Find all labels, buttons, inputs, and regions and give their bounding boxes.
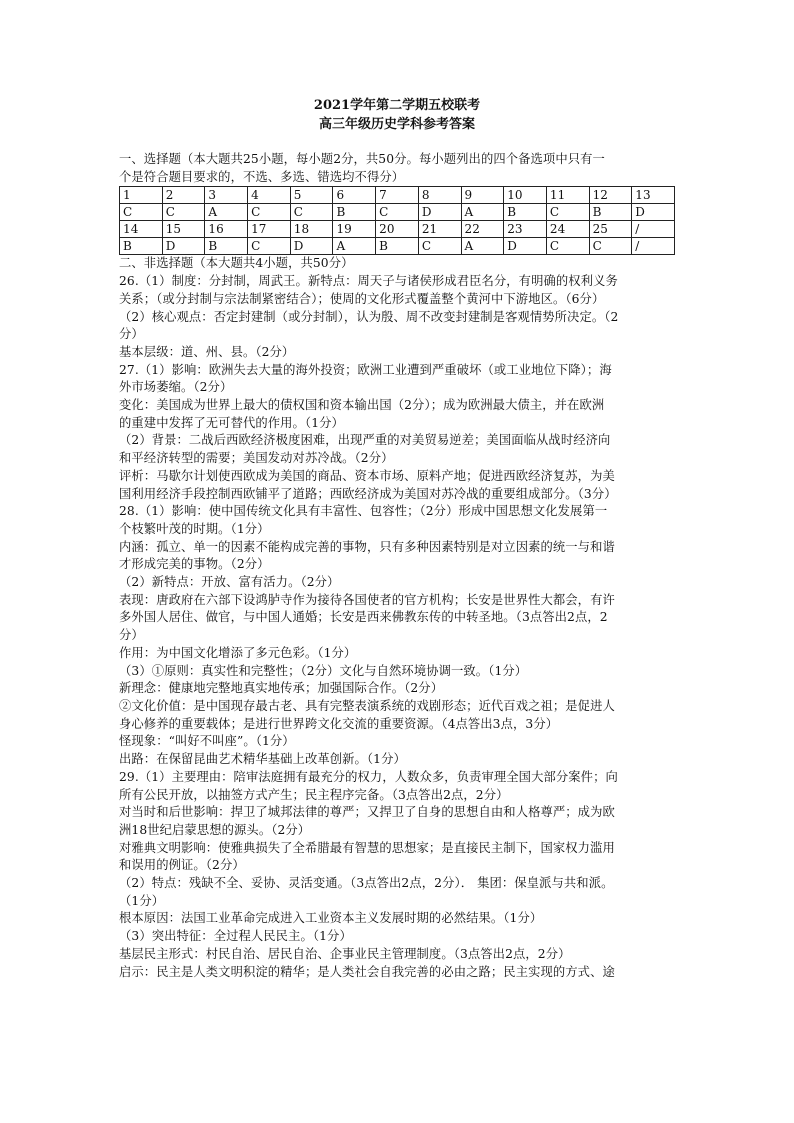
table-cell: A	[461, 238, 504, 255]
text-line: 一、选择题（本大题共25小题，每小题2分，共50分。每小题列出的四个备选项中只有一	[119, 152, 605, 166]
text-line: （1分）	[119, 893, 165, 908]
table-cell: 7	[376, 187, 419, 204]
answer-row	[120, 204, 675, 221]
table-cell: C	[418, 238, 461, 255]
table-cell: 3	[205, 187, 248, 204]
text-line: 出路：在保留昆曲艺术精华基础上改革创新。（1分）	[119, 752, 406, 767]
text-line: 对雅典文明影响：使雅典损失了全希腊最有智慧的思想家；是直接民主制下，国家权力滥用	[119, 840, 615, 855]
table-cell: 23	[504, 221, 547, 238]
text-line: 个枝繁叶茂的时期。（1分）	[119, 521, 270, 536]
table-cell: 24	[546, 221, 589, 238]
table-cell: 1	[120, 187, 163, 204]
answer-body	[119, 151, 679, 981]
table-cell: B	[589, 204, 632, 221]
table-cell: 20	[376, 221, 419, 238]
table-cell: 4	[248, 187, 291, 204]
table-cell: A	[461, 204, 504, 221]
question-number-row	[120, 187, 675, 204]
text-line: 29.（1）主要理由：陪审法庭拥有最充分的权力，人数众多，负责审理全国大部分案件；向	[119, 769, 618, 784]
table-cell: 19	[333, 221, 376, 238]
table-cell: 6	[333, 187, 376, 204]
text-line: （2）特点：残缺不全、妥协、灵活变通。（3点答出2点，2分）． 集团：保皇派与共和派。	[119, 876, 614, 891]
text-line: 对当时和后世影响：捍卫了城邦法律的尊严；又捍卫了自身的思想自由和人格尊严；成为欧	[119, 805, 615, 820]
table-cell: A	[333, 238, 376, 255]
table-cell: D	[504, 238, 547, 255]
text-line: （2）新特点：开放、富有活力。（2分）	[119, 575, 340, 590]
text-line: 才形成完美的事物。（2分）	[119, 557, 270, 572]
text-line: 关系；（或分封制与宗法制紧密结合）；使周的文化形式覆盖整个黄河中下游地区。（6分）	[119, 291, 605, 306]
text-line: 26.（1）制度：分封制，周武王。新特点：周天子与诸侯形成君臣名分，有明确的权利义务	[119, 274, 618, 289]
table-cell: C	[120, 204, 163, 221]
text-line: 28.（1）影响：使中国传统文化具有丰富性、包容性；（2分）形成中国思想文化发展第一	[119, 504, 608, 519]
text-line: 洲18世纪启蒙思想的源头。（2分）	[119, 822, 311, 837]
text-line: 外市场萎缩。（2分）	[119, 380, 233, 395]
text-line: 的重建中发挥了无可替代的作用。（1分）	[119, 415, 344, 430]
text-line: 怪现象：“叫好不叫座”。（1分）	[119, 734, 295, 749]
text-line: 表现：唐政府在六部下设鸿胪寺作为接待各国使者的官方机构；长安是世界性大都会，有许	[119, 592, 615, 607]
text-line: 内涵：孤立、单一的因素不能构成完善的事物，只有多种因素特别是对立因素的统一与和谐	[119, 539, 615, 554]
table-cell: A	[205, 204, 248, 221]
table-cell: C	[589, 238, 632, 255]
document-title-line1: 2021学年第二学期五校联考	[313, 98, 481, 113]
text-line: 个是符合题目要求的，不选、多选、错选均不得分）	[119, 169, 405, 184]
table-cell: 2	[162, 187, 205, 204]
table-cell: /	[632, 238, 675, 255]
table-cell: 13	[632, 187, 675, 204]
document-title-line2: 高三年级历史学科参考答案	[318, 117, 475, 132]
table-cell: D	[632, 204, 675, 221]
text-line: 二、非选择题（本大题共4小题，共50分）	[119, 256, 354, 271]
table-cell: C	[546, 238, 589, 255]
table-cell: B	[504, 204, 547, 221]
table-cell: 22	[461, 221, 504, 238]
table-cell: 15	[162, 221, 205, 238]
text-line: 新理念：健康地完整地真实地传承；加强国际合作。（2分）	[119, 681, 444, 696]
table-cell: 8	[418, 187, 461, 204]
text-line: （3）①原则：真实性和完整性；（2分）文化与自然环境协调一致。（1分）	[119, 663, 528, 678]
table-cell: C	[248, 238, 291, 255]
text-line: 基本层级：道、州、县。（2分）	[119, 344, 295, 359]
table-cell: /	[632, 221, 675, 238]
text-line: （2）核心观点：否定封建制（或分封制），认为殷、周不改变封建制是客观情势所决定。（2	[119, 309, 619, 324]
table-cell: C	[376, 204, 419, 221]
table-cell: C	[290, 204, 333, 221]
table-cell: 21	[418, 221, 461, 238]
question-number-row	[120, 221, 675, 238]
text-line: ②文化价值：是中国现存最古老、具有完整表演系统的戏剧形态；近代百戏之祖；是促进人	[119, 698, 615, 713]
text-line: 多外国人居住、做官，与中国人通婚；长安是西来佛教东传的中转圣地。（3点答出2点，2	[119, 610, 608, 625]
table-cell: 9	[461, 187, 504, 204]
text-line: 和平经济转型的需要；美国发动对苏冷战。（2分）	[119, 451, 394, 466]
table-cell: B	[376, 238, 419, 255]
answer-text	[119, 255, 679, 981]
table-cell: C	[248, 204, 291, 221]
text-line: （3）突出特征：全过程人民民主。（1分）	[119, 929, 352, 944]
text-line: 国利用经济手段控制西欧铺平了道路；西欧经济成为美国对苏冷战的重要组成部分。（3分）	[119, 486, 617, 501]
table-cell: D	[162, 238, 205, 255]
text-line: 评析：马歇尔计划使西欧成为美国的商品、资本市场、原料产地；促进西欧经济复苏，为美	[119, 468, 615, 483]
text-line: 分）	[119, 628, 144, 643]
table-cell: 17	[248, 221, 291, 238]
table-cell: 5	[290, 187, 333, 204]
table-cell: B	[205, 238, 248, 255]
table-cell: D	[290, 238, 333, 255]
table-cell: D	[418, 204, 461, 221]
table-cell: 11	[546, 187, 589, 204]
text-line: 分）	[119, 327, 144, 342]
section-choice-intro	[119, 151, 679, 186]
text-line: 作用：为中国文化增添了多元色彩。（1分）	[119, 645, 357, 660]
table-cell: 10	[504, 187, 547, 204]
text-line: （2）背景：二战后西欧经济极度困难，出现严重的对美贸易逆差；美国面临从战时经济向	[119, 433, 611, 448]
table-cell: C	[162, 204, 205, 221]
text-line: 和误用的例证。（2分）	[119, 858, 245, 873]
table-cell: B	[333, 204, 376, 221]
text-line: 变化：美国成为世界上最大的债权国和资本输出国（2分）；成为欧洲最大债主，并在欧洲	[119, 398, 605, 413]
table-cell: 12	[589, 187, 632, 204]
text-line: 所有公民开放，以抽签方式产生；民主程序完备。（3点答出2点，2分）	[119, 787, 509, 802]
text-line: 基层民主形式：村民自治、居民自治、企事业民主管理制度。（3点答出2点，2分）	[119, 946, 571, 961]
text-line: 27.（1）影响：欧洲失去大量的海外投资；欧洲工业遭到严重破坏（或工业地位下降）；海	[119, 362, 612, 377]
table-cell: 25	[589, 221, 632, 238]
text-line: 身心修养的重要载体；是进行世界跨文化交流的重要资源。（4点答出3点，3分）	[119, 716, 559, 731]
answer-row	[120, 238, 675, 255]
text-line: 根本原因：法国工业革命完成进入工业资本主义发展时期的必然结果。（1分）	[119, 911, 543, 926]
table-cell: 16	[205, 221, 248, 238]
table-cell: C	[546, 204, 589, 221]
table-cell: B	[120, 238, 163, 255]
table-cell: 14	[120, 221, 163, 238]
answer-table	[119, 186, 675, 255]
text-line: 启示：民主是人类文明积淀的精华；是人类社会自我完善的必由之路；民主实现的方式、途	[119, 964, 615, 979]
table-cell: 18	[290, 221, 333, 238]
